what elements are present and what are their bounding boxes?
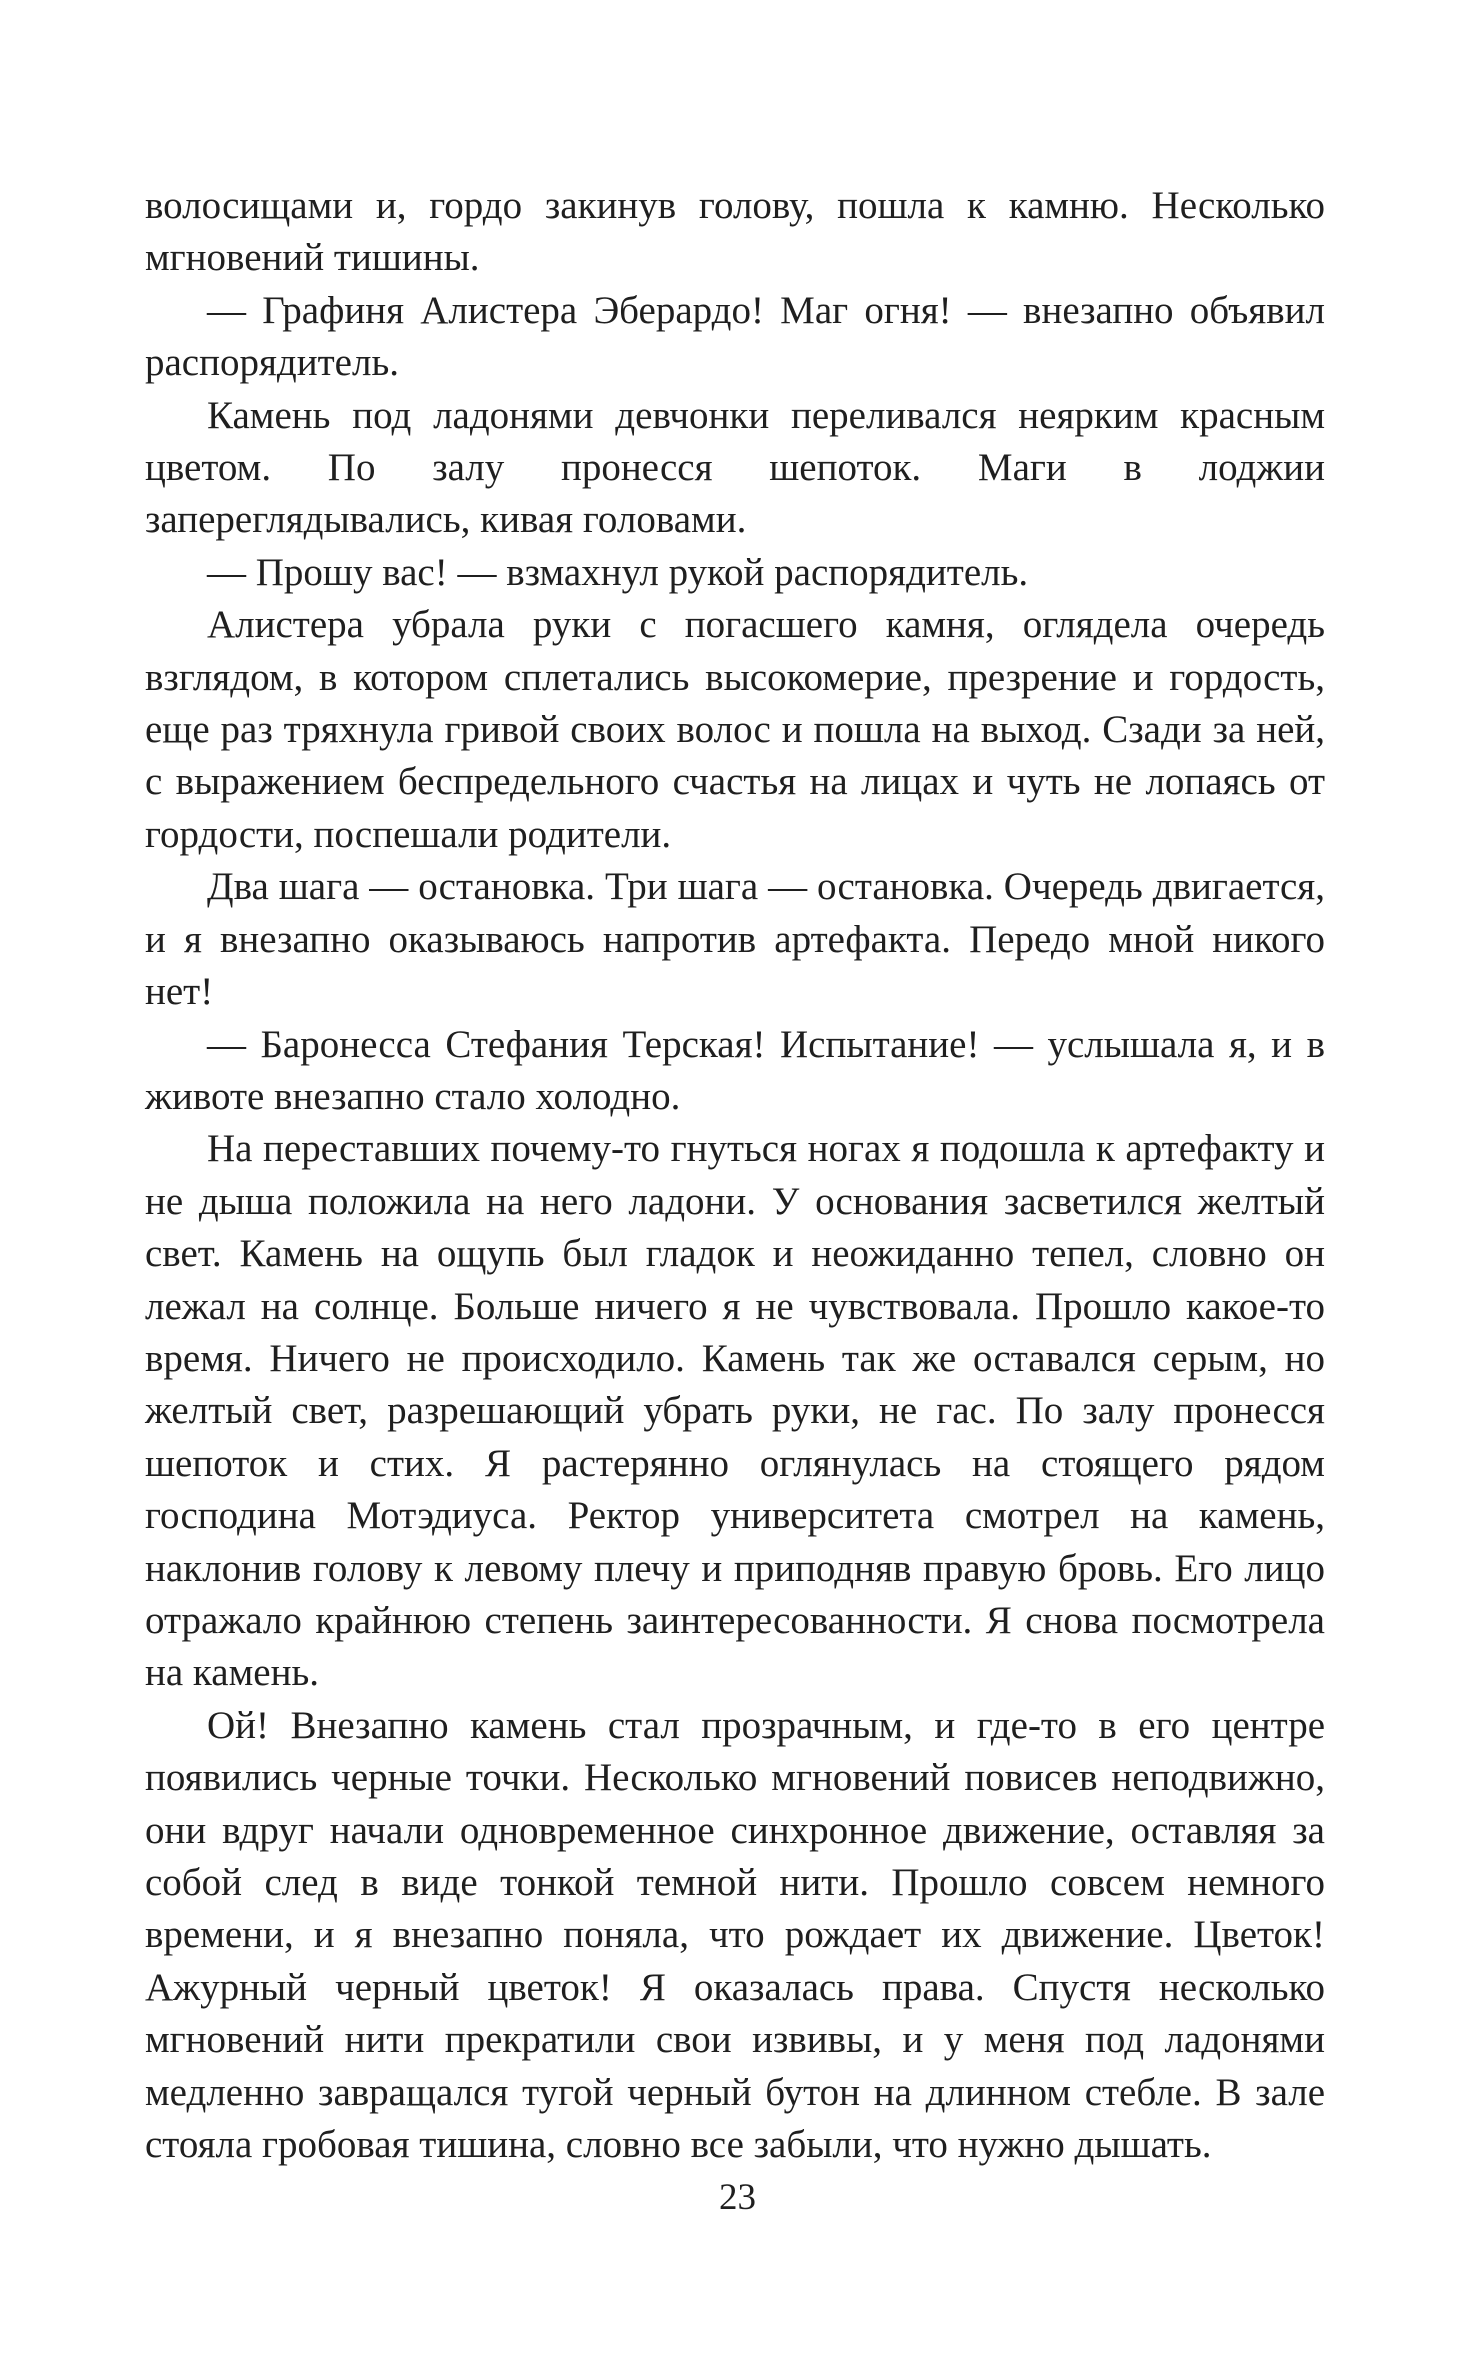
body-text <box>145 180 1325 2171</box>
paragraph-5: Алистера убрала руки с погасшего камня, оглядела очередь взглядом, в котором сплетались высокомерие, презрение и гордость, еще раз тряхнула гривой своих волос и пошла на выход. Сзади за ней, с выражением беспредельного счастья на лицах и чуть не лопаясь от гордости, поспешали родители. <box>145 603 1325 856</box>
page-number: 23 <box>719 2177 756 2218</box>
paragraph-3: Камень под ладонями девчонки переливался неярким красным цветом. По залу пронесся шепоток. Маги в лоджии запереглядывались, кивая головами. <box>145 393 1325 542</box>
paragraph-2: — Графиня Алистера Эберардо! Маг огня! — внезапно объявил распорядитель. <box>145 288 1325 385</box>
paragraph-9: Ой! Внезапно камень стал прозрачным, и где-то в его центре появились черные точки. Несколько мгновений повисев неподвижно, они вдруг начали одновременное синхронное движение, оставляя за собой след в виде тонкой темной нити. Прошло совсем немного времени, и я внезапно поняла, что рождает их движение. Цветок! Ажурный черный цветок! Я оказалась права. Спустя несколько мгновений нити прекратили свои извивы, и у меня под ладонями медленно завращался тугой черный бутон на длинном стебле. В зале стояла гробовая тишина, словно все забыли, что нужно дышать. <box>145 1703 1325 2167</box>
paragraph-8: На переставших почему-то гнуться ногах я подошла к артефакту и не дыша положила на него ладони. У основания засветился желтый свет. Камень на ощупь был гладок и неожиданно тепел, словно он лежал на солнце. Больше ничего я не чувствовала. Прошло какое-то время. Ничего не происходило. Камень так же оставался серым, но желтый свет, разрешающий убрать руки, не гас. По залу пронесся шепоток и стих. Я растерянно оглянулась на стоящего рядом господина Мотэдиуса. Ректор университета смотрел на камень, наклонив голову к левому плечу и приподняв правую бровь. Его лицо отражало крайнюю степень заинтересованности. Я снова посмотрела на камень. <box>145 1127 1325 1695</box>
paragraph-4: — Прошу вас! — взмахнул рукой распорядитель. <box>207 550 1029 594</box>
paragraph-1: волосищами и, гордо закинув голову, пошла к камню. Несколько мгновений тишины. <box>145 184 1325 280</box>
paragraph-7: — Баронесса Стефания Терская! Испытание! — услышала я, и в животе внезапно стало холодно. <box>145 1022 1325 1118</box>
paragraph-6: Два шага — остановка. Три шага — остановка. Очередь двигается, и я внезапно оказываюсь напротив артефакта. Передо мной никого нет! <box>145 865 1325 1014</box>
